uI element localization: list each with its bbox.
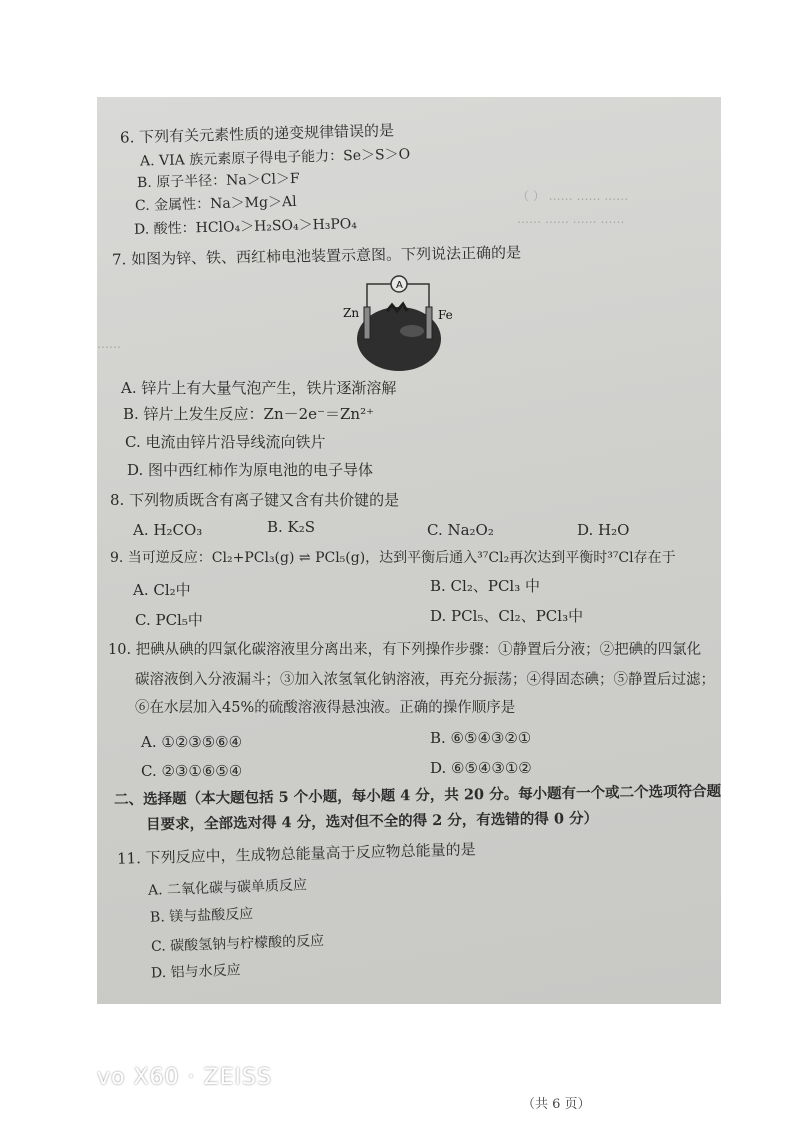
q9-option-c: C. PCl₅中 bbox=[135, 611, 203, 629]
section-2-heading-line-2: 目要求，全部选对得 4 分，选对但不全的得 2 分，有选错的得 0 分） bbox=[145, 809, 599, 834]
tomato-battery-diagram bbox=[337, 269, 467, 374]
q7-option-d: D. 图中西红柿作为原电池的电子导体 bbox=[127, 461, 374, 479]
q11-option-d: D. 铝与水反应 bbox=[150, 962, 241, 982]
q8-option-c: C. Na₂O₂ bbox=[427, 521, 494, 539]
q10-option-a: A. ①②③⑤⑥④ bbox=[141, 733, 243, 751]
q11-option-a: A. 二氧化碳与碳单质反应 bbox=[147, 877, 308, 899]
q7-option-c: C. 电流由锌片沿导线流向铁片 bbox=[125, 433, 326, 451]
q10-option-d: D. ⑥⑤④③①② bbox=[430, 759, 532, 777]
q8-stem: 8. 下列物质既含有离子键又含有共价键的是 bbox=[110, 491, 400, 509]
bleed-through-text: （ ） …… …… …… bbox=[517, 189, 629, 203]
q7-option-b: B. 锌片上发生反应：Zn－2e⁻＝Zn²⁺ bbox=[123, 405, 374, 423]
q8-option-d: D. H₂O bbox=[577, 521, 630, 539]
q9-stem: 9. 当可逆反应：Cl₂+PCl₃(g) ⇌ PCl₅(g)，达到平衡后通入³⁷Cl₂再次达到平衡时³⁷Cl存在于 bbox=[110, 550, 676, 566]
q6-option-c: C. 金属性：Na＞Mg＞Al bbox=[134, 193, 297, 215]
q6-option-a: A. VIA 族元素原子得电子能力：Se＞S＞O bbox=[139, 146, 411, 170]
q6-option-b: B. 原子半径：Na＞Cl＞F bbox=[136, 170, 300, 192]
q8-option-a: A. H₂CO₃ bbox=[133, 521, 203, 539]
q11-option-c: C. 碳酸氢钠与柠檬酸的反应 bbox=[150, 932, 325, 956]
tomato-battery-figure bbox=[337, 269, 467, 378]
q10-option-c: C. ②③①⑥⑤④ bbox=[141, 762, 243, 780]
q10-line-3: ⑥在水层加入45%的硫酸溶液得悬浊液。正确的操作顺序是 bbox=[135, 700, 516, 716]
q6-option-d: D. 酸性：HClO₄＞H₂SO₄＞H₃PO₄ bbox=[133, 216, 358, 238]
ammeter-label: A bbox=[396, 280, 403, 291]
section-2-heading-line-1: 二、选择题（本大题包括 5 个小题，每小题 4 分，共 20 分。每小题有一个或二个选项符合题 bbox=[113, 782, 722, 809]
q11-option-b: B. 镁与盐酸反应 bbox=[149, 906, 254, 926]
bleed-through-text: …… …… …… …… bbox=[517, 212, 625, 226]
q9-option-a: A. Cl₂中 bbox=[133, 581, 191, 599]
q10-line-1: 10. 把碘从碘的四氯化碳溶液里分离出来，有下列操作步骤：①静置后分液；②把碘的四氯化 bbox=[108, 642, 702, 658]
q7-stem: 7. 如图为锌、铁、西红柿电池装置示意图。下列说法正确的是 bbox=[111, 243, 522, 269]
q10-option-b: B. ⑥⑤④③②① bbox=[430, 729, 532, 747]
exam-page bbox=[97, 97, 722, 1112]
camera-watermark: vo X60 · ZEISS bbox=[97, 1065, 272, 1090]
q9-option-d: D. PCl₅、Cl₂、PCl₃中 bbox=[430, 607, 584, 625]
fe-label: Fe bbox=[438, 308, 453, 322]
q9-option-b: B. Cl₂、PCl₃ 中 bbox=[430, 577, 540, 595]
bleed-through-text: …… bbox=[97, 337, 121, 351]
page-footer: （共 6 页） bbox=[522, 1097, 591, 1112]
zn-label: Zn bbox=[343, 306, 360, 320]
q10-line-2: 碳溶液倒入分液漏斗；③加入浓氢氧化钠溶液，再充分振荡；④得固态碘；⑤静置后过滤； bbox=[135, 672, 715, 688]
q8-option-b: B. K₂S bbox=[267, 518, 316, 536]
q11-stem: 11. 下列反应中，生成物总能量高于反应物总能量的是 bbox=[116, 840, 476, 868]
q6-stem: 6. 下列有关元素性质的递变规律错误的是 bbox=[119, 121, 395, 147]
q7-option-a: A. 锌片上有大量气泡产生，铁片逐渐溶解 bbox=[121, 379, 397, 397]
